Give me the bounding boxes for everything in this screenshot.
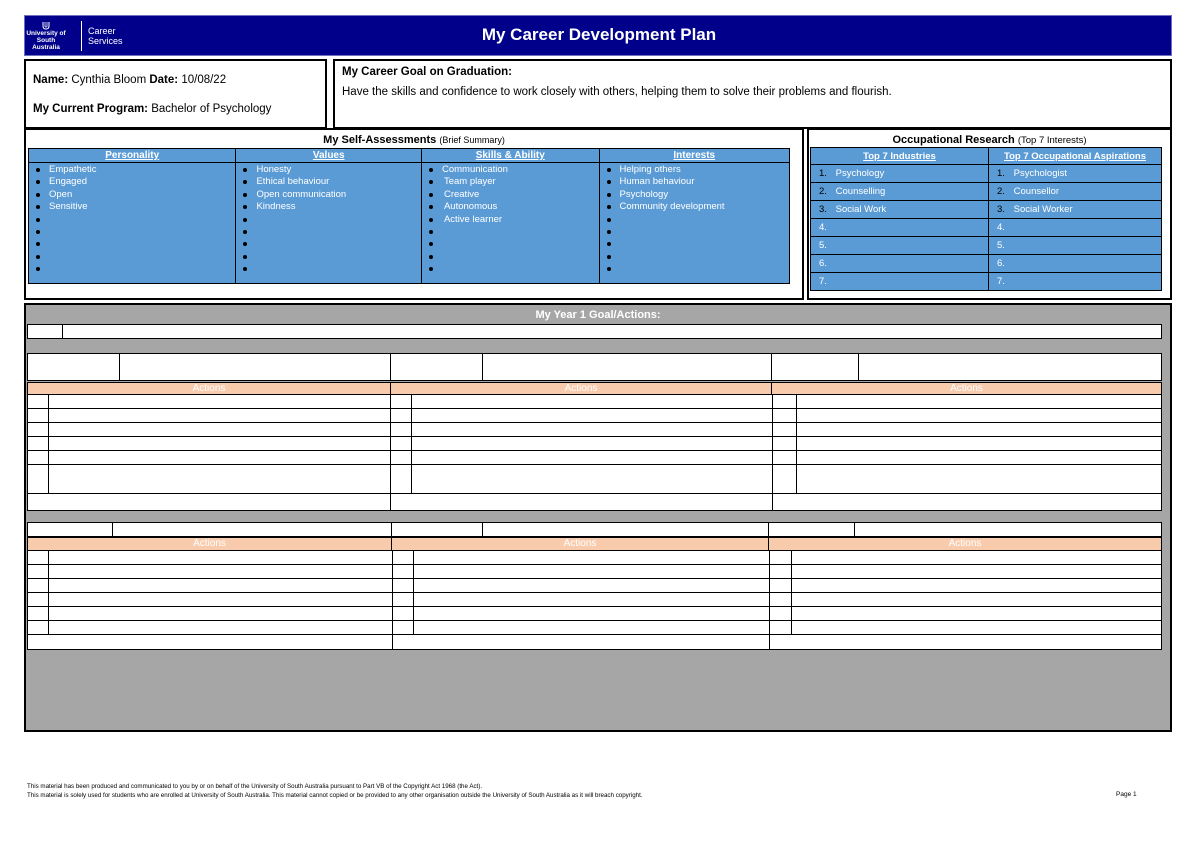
sub-goal-label-cell[interactable] bbox=[27, 353, 120, 381]
self-assessments-title bbox=[26, 134, 802, 146]
interests-heading: Interests bbox=[600, 149, 790, 163]
profile-box bbox=[24, 59, 327, 129]
row-number: 2. bbox=[997, 186, 1005, 197]
list-item: Open communication bbox=[236, 189, 421, 201]
sub-goal-label-cell[interactable] bbox=[771, 353, 859, 381]
list-item bbox=[600, 263, 790, 275]
row-number: 3. bbox=[819, 204, 827, 215]
list-item: Honesty bbox=[236, 164, 421, 176]
career-goal-label: My Career Goal on Graduation: bbox=[342, 66, 512, 78]
list-item bbox=[600, 214, 790, 226]
list-item: Community development bbox=[600, 201, 790, 213]
career-goal-text: Have the skills and confidence to work closely with others, helping them to solve their problems and flourish. bbox=[342, 86, 892, 98]
sub-goal-text-cell[interactable] bbox=[119, 353, 391, 381]
date-label: Date: bbox=[149, 74, 179, 86]
industry-cell: 6. bbox=[811, 255, 989, 273]
actions-header: Actions bbox=[391, 537, 769, 551]
name-date-line bbox=[33, 74, 226, 86]
actions-header: Actions bbox=[771, 382, 1162, 395]
list-item: Engaged bbox=[29, 176, 235, 188]
aspiration-cell: 4. bbox=[989, 219, 1162, 237]
actions-header: Actions bbox=[27, 537, 392, 551]
row-number: 3. bbox=[997, 204, 1005, 215]
date-value: 10/08/22 bbox=[181, 74, 227, 86]
list-item: Active learner bbox=[422, 214, 599, 226]
program-line bbox=[33, 103, 271, 115]
name-label: Name: bbox=[33, 74, 69, 86]
page-header bbox=[24, 15, 1172, 56]
list-item bbox=[29, 251, 235, 263]
self-assessments-subtitle: (Brief Summary) bbox=[439, 135, 505, 145]
copyright-footer bbox=[27, 782, 1147, 800]
industry-value: Counselling bbox=[835, 186, 886, 197]
list-item bbox=[236, 251, 421, 263]
career-goal-box bbox=[333, 59, 1172, 129]
actions-header: Actions bbox=[768, 537, 1162, 551]
industry-cell: 4. bbox=[811, 219, 989, 237]
interests-list bbox=[600, 163, 790, 276]
sub-goal-text-cell[interactable] bbox=[854, 522, 1162, 537]
table-row bbox=[811, 183, 1162, 201]
sub-goal-label-cell[interactable] bbox=[390, 353, 483, 381]
list-item: Helping others bbox=[600, 164, 790, 176]
list-item bbox=[236, 238, 421, 250]
name-value: Cynthia Bloom bbox=[71, 74, 147, 86]
list-item bbox=[422, 251, 599, 263]
sub-goal-text-cell[interactable] bbox=[482, 522, 769, 537]
aspiration-cell bbox=[989, 183, 1162, 201]
list-item bbox=[29, 226, 235, 238]
aspirations-heading: Top 7 Occupational Aspirations bbox=[989, 148, 1162, 165]
list-item: Human behaviour bbox=[600, 176, 790, 188]
list-item bbox=[29, 238, 235, 250]
list-item: Creative bbox=[422, 189, 599, 201]
list-item bbox=[422, 238, 599, 250]
sub-goal-text-cell[interactable] bbox=[482, 353, 772, 381]
table-row bbox=[811, 165, 1162, 183]
list-item: Autonomous bbox=[422, 201, 599, 213]
self-assessments-box bbox=[24, 128, 804, 300]
aspiration-cell bbox=[989, 201, 1162, 219]
list-item bbox=[236, 226, 421, 238]
values-list bbox=[236, 163, 421, 276]
sub-goal-text-cell[interactable] bbox=[112, 522, 392, 537]
year-1-goal-title: My Year 1 Goal/Actions: bbox=[535, 309, 661, 321]
list-item: Kindness bbox=[236, 201, 421, 213]
list-item bbox=[29, 214, 235, 226]
list-item bbox=[600, 238, 790, 250]
aspiration-value: Social Worker bbox=[1013, 204, 1073, 215]
program-label: My Current Program: bbox=[33, 103, 149, 115]
list-item: Psychology bbox=[600, 189, 790, 201]
row-number: 1. bbox=[997, 168, 1005, 179]
actions-header: Actions bbox=[390, 382, 772, 395]
row-number: 1. bbox=[819, 168, 827, 179]
occupational-research-subtitle: (Top 7 Interests) bbox=[1017, 135, 1087, 146]
list-item bbox=[600, 226, 790, 238]
industries-heading: Top 7 Industries bbox=[811, 148, 989, 165]
personality-list bbox=[29, 163, 235, 276]
logo-university-text: University of South Australia bbox=[26, 30, 66, 51]
industry-value: Social Work bbox=[835, 204, 887, 215]
list-item bbox=[29, 263, 235, 275]
page-title: My Career Development Plan bbox=[481, 25, 717, 44]
table-header-row bbox=[811, 148, 1162, 165]
list-item: Ethical behaviour bbox=[236, 176, 421, 188]
year-1-goal-box bbox=[24, 303, 1172, 732]
values-heading: Values bbox=[236, 149, 421, 163]
skills-column bbox=[422, 149, 600, 283]
list-item bbox=[422, 263, 599, 275]
industry-cell: 5. bbox=[811, 237, 989, 255]
occupational-research-title-text: Occupational Research bbox=[892, 134, 1015, 146]
personality-column bbox=[29, 149, 236, 283]
list-item: Team player bbox=[422, 176, 599, 188]
sub-goal-label-cell[interactable] bbox=[391, 522, 483, 537]
list-item: Sensitive bbox=[29, 201, 235, 213]
table-row bbox=[811, 255, 1162, 273]
list-item: Open bbox=[29, 189, 235, 201]
list-item: Communication bbox=[422, 164, 599, 176]
aspiration-value: Counsellor bbox=[1013, 186, 1060, 197]
table-row bbox=[811, 219, 1162, 237]
copyright-line-1: This material has been produced and communicated to you by or on behalf of the University of South Australia pursuant to Part VB of the Copyright Act 1968 (the Act). bbox=[27, 783, 483, 790]
list-item bbox=[600, 251, 790, 263]
table-row bbox=[811, 201, 1162, 219]
page-number: Page 1 bbox=[1116, 791, 1137, 798]
personality-heading: Personality bbox=[29, 149, 235, 163]
aspiration-cell: 6. bbox=[989, 255, 1162, 273]
list-item: Empathetic bbox=[29, 164, 235, 176]
occupational-research-table bbox=[810, 147, 1162, 291]
goal-number-cell[interactable] bbox=[27, 324, 63, 339]
table-row bbox=[811, 273, 1162, 291]
program-value: Bachelor of Psychology bbox=[151, 103, 272, 115]
row-number: 2. bbox=[819, 186, 827, 197]
table-row bbox=[811, 237, 1162, 255]
sub-goal-text-cell[interactable] bbox=[858, 353, 1162, 381]
goal-text-cell[interactable] bbox=[62, 324, 1162, 339]
aspiration-cell: 5. bbox=[989, 237, 1162, 255]
industry-cell: 7. bbox=[811, 273, 989, 291]
list-item bbox=[236, 263, 421, 275]
industry-cell bbox=[811, 165, 989, 183]
industry-value: Psychology bbox=[835, 168, 885, 179]
aspiration-cell: 7. bbox=[989, 273, 1162, 291]
skills-list bbox=[422, 163, 599, 276]
list-item bbox=[236, 214, 421, 226]
industry-cell bbox=[811, 183, 989, 201]
occupational-research-box bbox=[807, 128, 1172, 300]
sub-goal-label-cell[interactable] bbox=[768, 522, 855, 537]
values-column bbox=[236, 149, 422, 283]
occupational-research-title bbox=[809, 134, 1170, 146]
actions-grid[interactable] bbox=[27, 394, 1162, 511]
copyright-line-2: This material is solely used for students who are enrolled at University of South Australia. This material cannot copied or be provided to any other organisation outside the University of South Australia as it will breach copyright. bbox=[27, 792, 643, 799]
actions-header: Actions bbox=[27, 382, 391, 395]
skills-heading: Skills & Ability bbox=[422, 149, 599, 163]
aspiration-value: Psychologist bbox=[1013, 168, 1067, 179]
aspiration-cell bbox=[989, 165, 1162, 183]
interests-column bbox=[600, 149, 790, 283]
logo-department-text: Career Services bbox=[88, 26, 123, 46]
list-item bbox=[422, 226, 599, 238]
self-assessments-table bbox=[28, 148, 790, 284]
sub-goal-label-cell[interactable] bbox=[27, 522, 113, 537]
actions-grid[interactable] bbox=[27, 550, 1162, 650]
industry-cell bbox=[811, 201, 989, 219]
self-assessments-title-text: My Self-Assessments bbox=[323, 134, 437, 146]
